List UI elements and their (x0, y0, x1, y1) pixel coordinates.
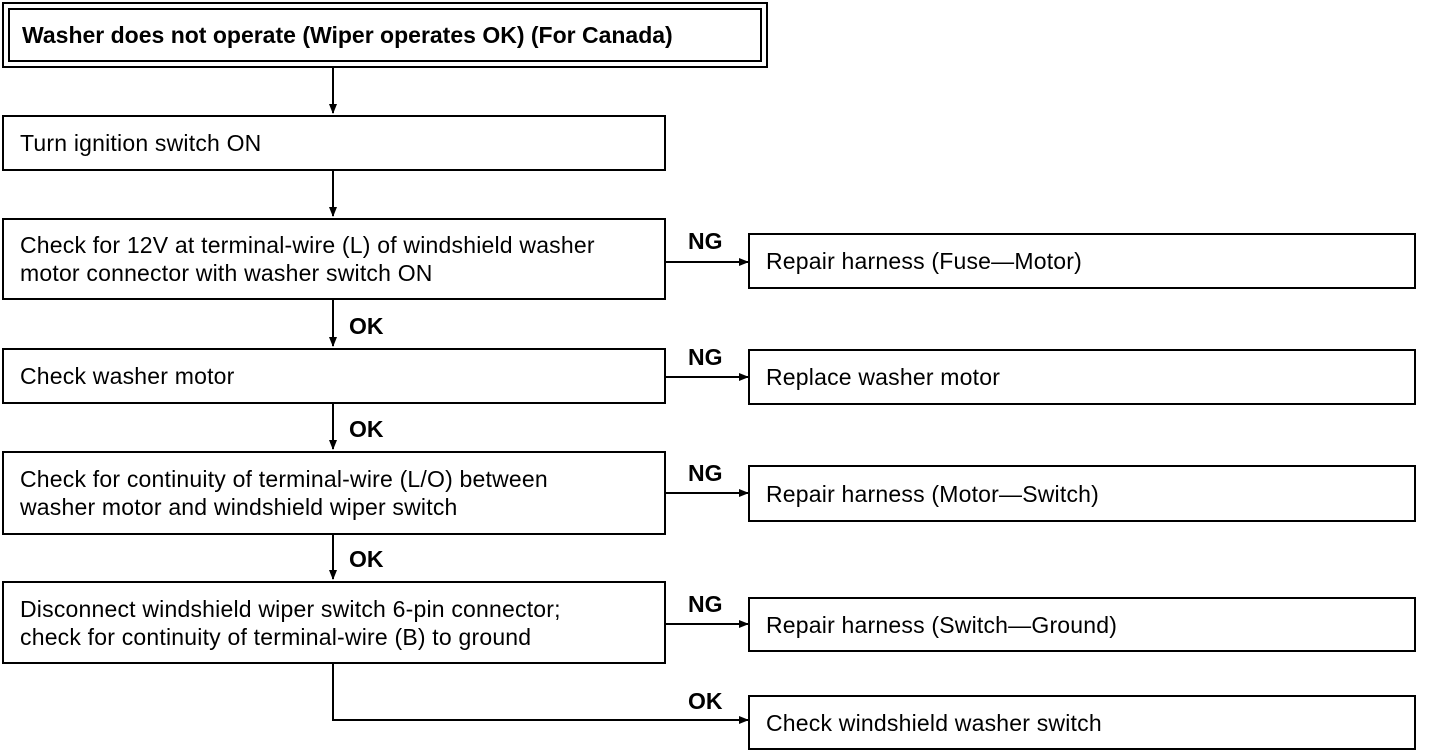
step-text-5: Disconnect windshield wiper switch 6-pin connector; check for continuity of terminal-wire (B) to ground (20, 595, 561, 650)
step-box-4 (2, 451, 666, 535)
step-box-2 (2, 218, 666, 300)
outcome-box-4 (748, 597, 1416, 652)
outcome-text-3: Repair harness (Motor—Switch) (766, 480, 1100, 507)
step-box-1 (2, 115, 666, 171)
ng-label-4: NG (688, 591, 723, 617)
ok-label-4: OK (688, 688, 723, 714)
ng-label-2: NG (688, 344, 723, 370)
outcome-text-2: Replace washer motor (766, 364, 1001, 390)
ok-label-1: OK (349, 313, 384, 339)
step-text-2: Check for 12V at terminal-wire (L) of windshield washer motor connector with washer switch ON (20, 232, 595, 286)
step-text-3: Check washer motor (20, 363, 235, 389)
ng-label-3: NG (688, 460, 723, 486)
step-box-3 (2, 348, 666, 404)
step-text-1: Turn ignition switch ON (20, 130, 262, 156)
outcome-box-5 (748, 695, 1416, 750)
flowchart-title (2, 2, 768, 68)
ok-label-2: OK (349, 416, 384, 442)
outcome-text-4: Repair harness (Switch—Ground) (766, 611, 1118, 638)
step-text-4: Check for continuity of terminal-wire (L/O) between washer motor and windshield wiper switch (20, 466, 548, 520)
step-box-5 (2, 581, 666, 664)
flowchart-title-text: Washer does not operate (Wiper operates OK) (For Canada) (22, 21, 673, 48)
outcome-box-3 (748, 465, 1416, 522)
arrow-ok-final (333, 664, 748, 720)
outcome-text-5: Check windshield washer switch (766, 709, 1102, 736)
outcome-box-1 (748, 233, 1416, 289)
outcome-box-2 (748, 349, 1416, 405)
flowchart-title-inner (8, 8, 762, 62)
outcome-text-1: Repair harness (Fuse—Motor) (766, 248, 1083, 274)
ok-label-3: OK (349, 546, 384, 572)
ng-label-1: NG (688, 228, 723, 254)
